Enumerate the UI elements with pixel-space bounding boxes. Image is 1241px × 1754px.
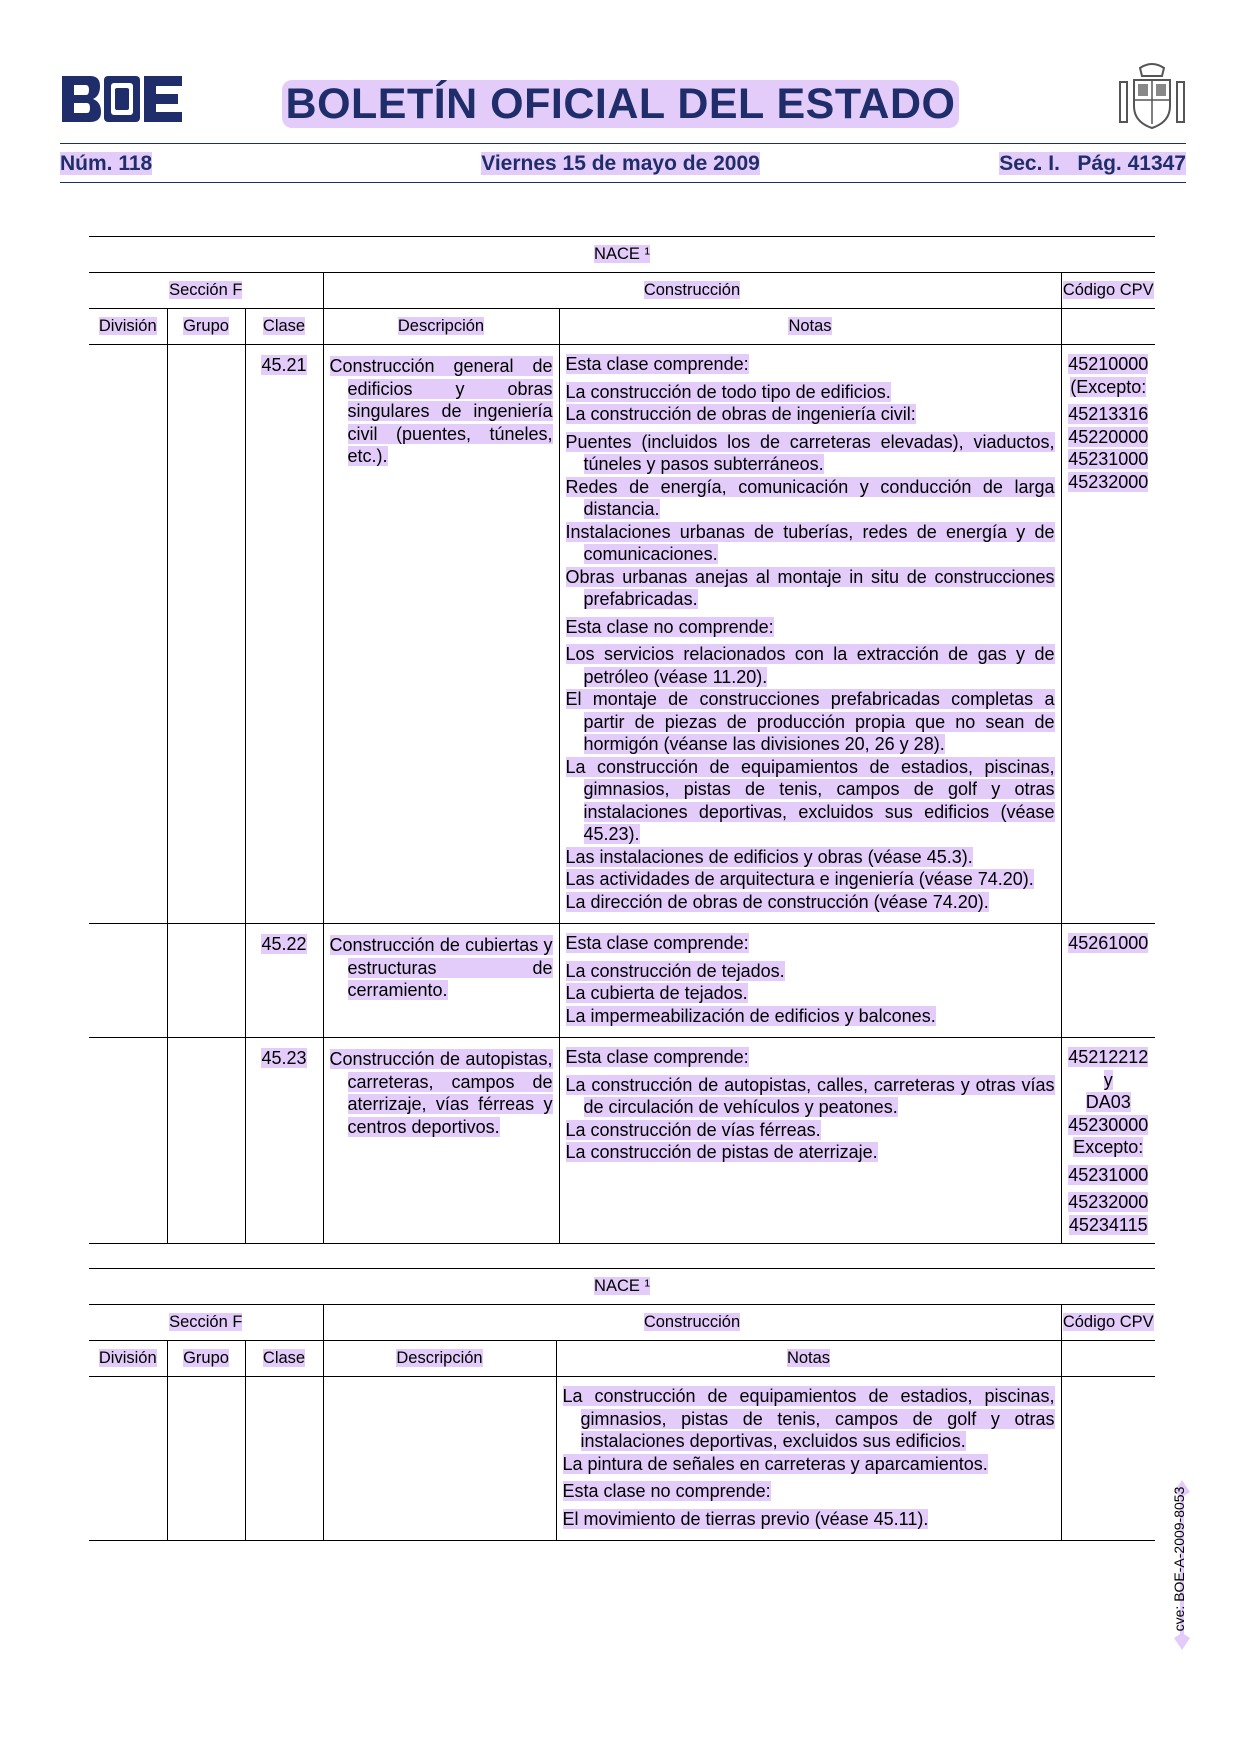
- header-rule-top: [60, 143, 1186, 144]
- cell-cpv: 45212212 y DA03 45230000 Excepto: 45231000 45232000 45234115: [1061, 1038, 1155, 1244]
- cell-notas: Esta clase comprende: La construcción de autopistas, calles, carreteras y otras vías de circulación de vehículos y peatones. La construcción de vías férreas. La construcción de pistas de aterrizaje.: [559, 1038, 1061, 1244]
- nace-table-2: [89, 1268, 1155, 1541]
- table-row: [89, 345, 1155, 924]
- col-cpv: [1061, 309, 1155, 345]
- seccion-header: Sección F: [89, 1305, 323, 1341]
- col-descripcion: Descripción: [323, 309, 559, 345]
- col-notas: Notas: [559, 309, 1061, 345]
- cell-descripcion: Construcción general de edificios y obras singulares de ingeniería civil (puentes, túneles, etc.).: [323, 345, 559, 924]
- table-row: [89, 1377, 1155, 1541]
- codigo-cpv-header: Código CPV: [1061, 273, 1155, 309]
- nace-header: NACE ¹: [89, 1269, 1155, 1305]
- col-clase: Clase: [245, 309, 323, 345]
- issue-number: Núm. 118: [60, 152, 153, 175]
- cell-clase: 45.21: [245, 345, 323, 924]
- table-row: [89, 1038, 1155, 1244]
- cell-grupo: [167, 1377, 245, 1541]
- cell-clase: 45.23: [245, 1038, 323, 1244]
- cell-cpv: 45210000 (Excepto: 45213316 45220000 45231000 45232000: [1061, 345, 1155, 924]
- cell-division: [89, 1377, 167, 1541]
- col-division: División: [89, 1341, 167, 1377]
- seccion-header: Sección F: [89, 273, 323, 309]
- cve-code: cve: BOE-A-2009-8053: [1171, 1486, 1187, 1632]
- cell-notas: Esta clase comprende: La construcción de todo tipo de edificios. La construcción de obras de ingeniería civil: Puentes (incluidos los de carreteras elevadas), viaductos, túneles y pasos subterráneos. Redes de energía, comunicación y conducción de larga distancia. Instalaciones urbanas de tuberías, redes de energía y de comunicaciones. Obras urbanas anejas al montaje in situ de construcciones prefabricadas. Esta clase no comprende: Los servicios relacionados con la extracción de gas y de petróleo (véase 11.20). El montaje de construcciones prefabricadas completas a partir de piezas de producción propia que no sean de hormigón (véanse las divisiones 20, 26 y 28). La construcción de equipamientos de estadios, piscinas, gimnasios, pistas de tenis, campos de golf y otras instalaciones deportivas, excluidos sus edificios (véase 45.23). Las instalaciones de edificios y obras (véase 45.3). Las actividades de arquitectura e ingeniería (véase 74.20). La dirección de obras de construcción (véase 74.20).: [559, 345, 1061, 924]
- cell-division: [89, 345, 167, 924]
- cell-descripcion: Construcción de cubiertas y estructuras de cerramiento.: [323, 924, 559, 1038]
- cell-grupo: [167, 924, 245, 1038]
- nace-table-1: [89, 236, 1155, 1244]
- nace-header: NACE ¹: [89, 237, 1155, 273]
- construccion-header: Construcción: [323, 1305, 1061, 1341]
- col-grupo: Grupo: [167, 1341, 245, 1377]
- cell-grupo: [167, 1038, 245, 1244]
- col-grupo: Grupo: [167, 309, 245, 345]
- codigo-cpv-header: Código CPV: [1061, 1305, 1155, 1341]
- table-row: [89, 924, 1155, 1038]
- cell-division: [89, 1038, 167, 1244]
- cell-grupo: [167, 345, 245, 924]
- col-descripcion: Descripción: [323, 1341, 556, 1377]
- cell-clase: 45.22: [245, 924, 323, 1038]
- header-rule-bottom: [60, 182, 1186, 183]
- construccion-header: Construcción: [323, 273, 1061, 309]
- cell-notas: Esta clase comprende: La construcción de tejados. La cubierta de tejados. La impermeabilización de edificios y balcones.: [559, 924, 1061, 1038]
- col-cpv: [1061, 1341, 1155, 1377]
- cell-notas: La construcción de equipamientos de estadios, piscinas, gimnasios, pistas de tenis, campos de golf y otras instalaciones deportivas, excluidos sus edificios. La pintura de señales en carreteras y aparcamientos. Esta clase no comprende: El movimiento de tierras previo (véase 45.11).: [556, 1377, 1061, 1541]
- col-notas: Notas: [556, 1341, 1061, 1377]
- issue-date: Viernes 15 de mayo de 2009: [481, 152, 760, 175]
- cell-cpv: 45261000: [1061, 924, 1155, 1038]
- gazette-title: BOLETÍN OFICIAL DEL ESTADO: [0, 80, 1241, 129]
- cell-descripcion: [323, 1377, 556, 1541]
- section-page: Sec. I. Pág. 41347: [999, 152, 1186, 175]
- col-division: División: [89, 309, 167, 345]
- cell-clase: [245, 1377, 323, 1541]
- spain-coat-of-arms-icon: [1118, 62, 1186, 132]
- col-clase: Clase: [245, 1341, 323, 1377]
- cell-descripcion: Construcción de autopistas, carreteras, campos de aterrizaje, vías férreas y centros deportivos.: [323, 1038, 559, 1244]
- cell-division: [89, 924, 167, 1038]
- cell-cpv: [1061, 1377, 1155, 1541]
